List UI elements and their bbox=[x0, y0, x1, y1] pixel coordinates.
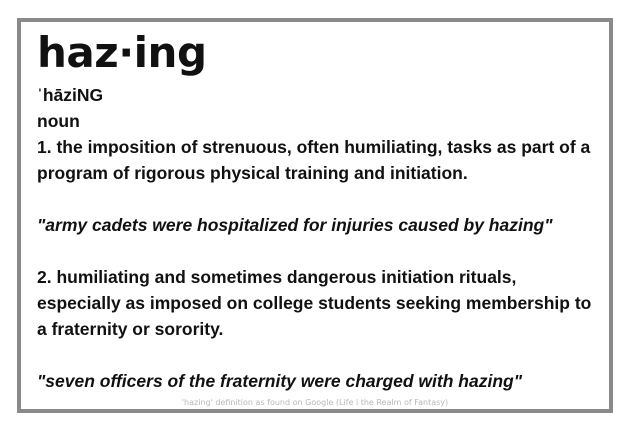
definition-content bbox=[37, 28, 599, 394]
headword: haz·ing bbox=[37, 28, 207, 77]
part-of-speech: noun bbox=[37, 111, 80, 131]
pronunciation: ˈhāziNG bbox=[37, 85, 104, 105]
spacer bbox=[37, 342, 599, 368]
spacer bbox=[37, 238, 599, 264]
source-credit: 'hazing' definition as found on Google (Life i the Realm of Fantasy) bbox=[181, 398, 449, 407]
definition-card bbox=[17, 18, 613, 413]
spacer bbox=[37, 186, 599, 212]
example-1: "army cadets were hospitalized for injuries caused by hazing" bbox=[37, 215, 553, 235]
definition-2: 2. humiliating and sometimes dangerous initiation rituals, especially as imposed on college students seeking membership to a fraternity or sorority. bbox=[37, 267, 592, 339]
example-2: "seven officers of the fraternity were charged with hazing" bbox=[37, 371, 523, 391]
definition-1: 1. the imposition of strenuous, often humiliating, tasks as part of a program of rigorous physical training and initiation. bbox=[37, 137, 591, 183]
